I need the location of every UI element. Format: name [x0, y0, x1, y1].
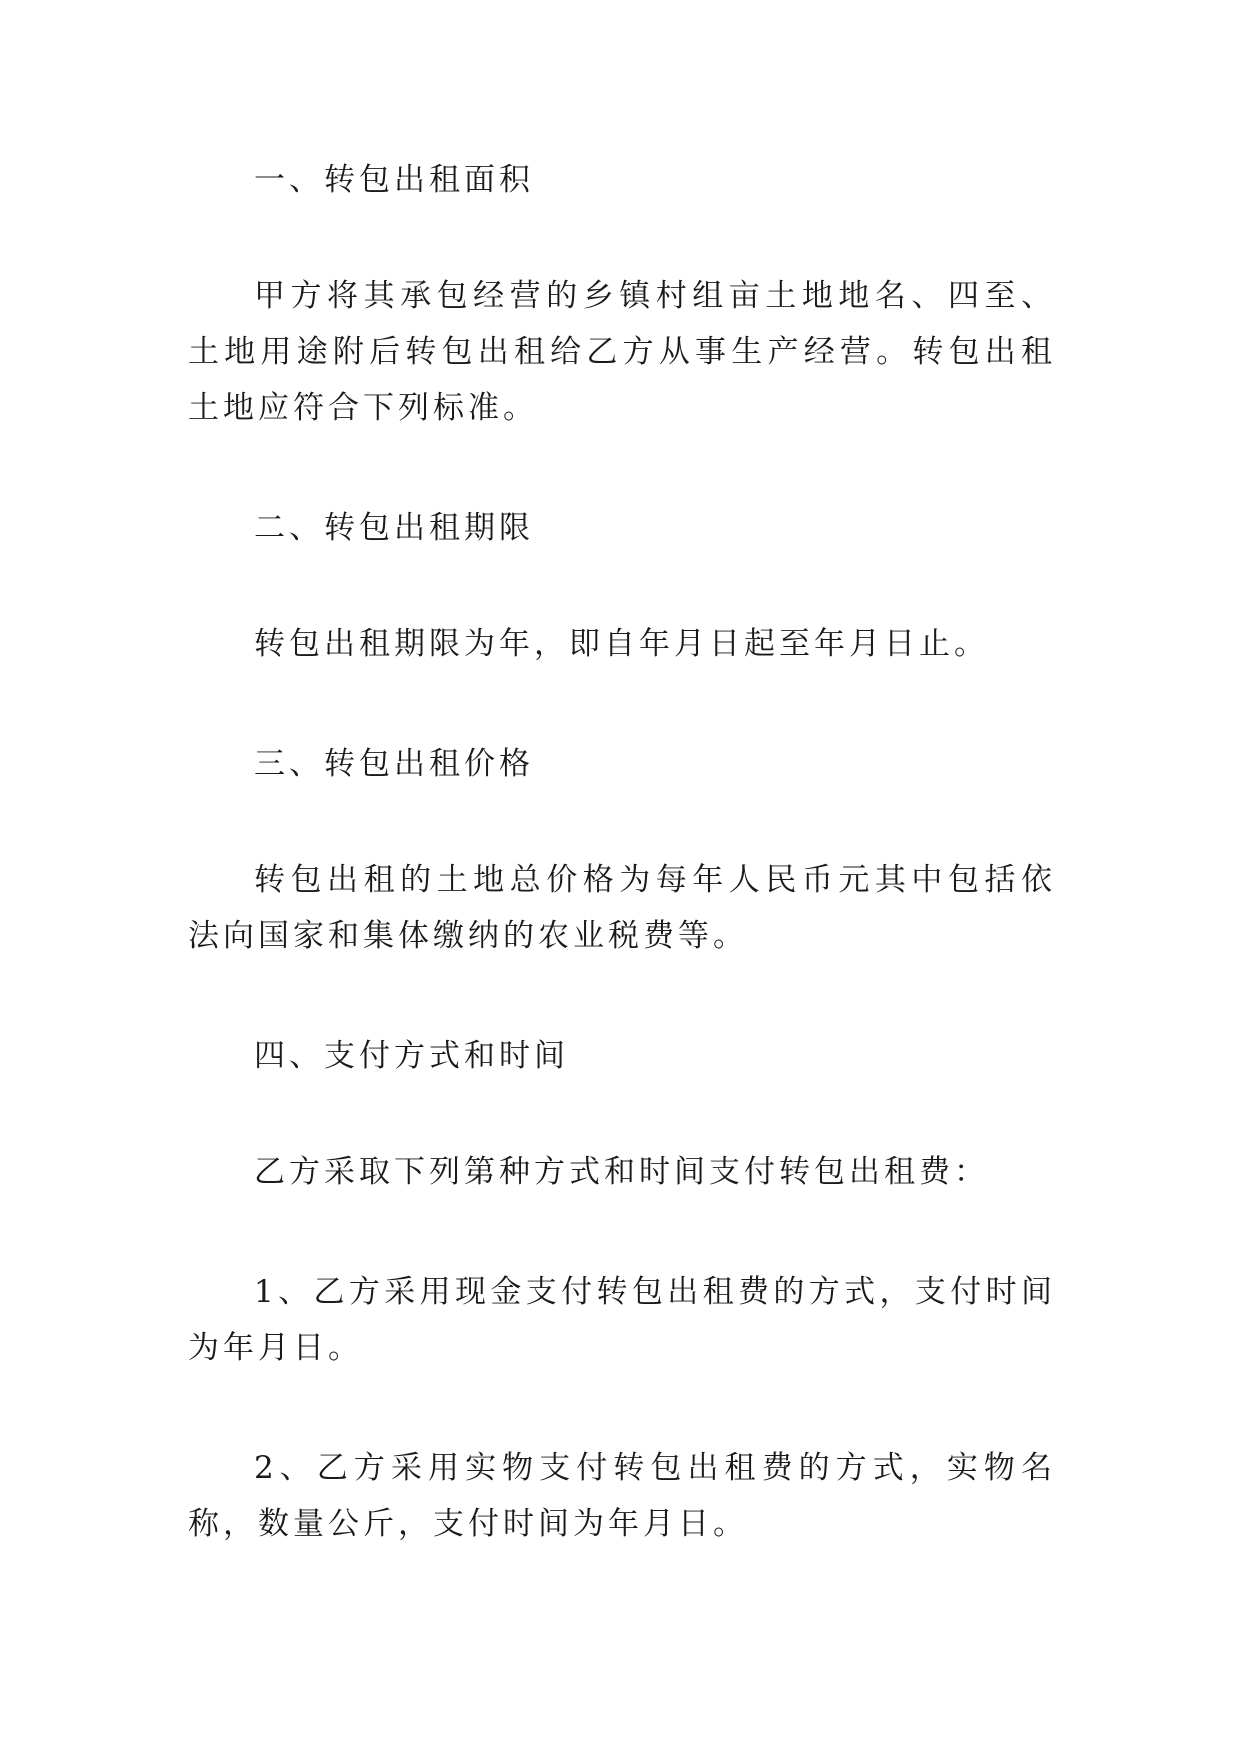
- section-3-body: 转包出租的土地总价格为每年人民币元其中包括依法向国家和集体缴纳的农业税费等。: [188, 862, 1056, 954]
- document-body: [188, 152, 1056, 1616]
- section-2-heading: 二、转包出租期限: [254, 510, 534, 546]
- section-4-item-2: 2、乙方采用实物支付转包出租费的方式，实物名称，数量公斤，支付时间为年月日。: [188, 1450, 1056, 1542]
- section-2-body: 转包出租期限为年，即自年月日起至年月日止。: [254, 626, 989, 662]
- section-4-item-1: 1、乙方采用现金支付转包出租费的方式，支付时间为年月日。: [188, 1274, 1056, 1366]
- section-1-heading: 一、转包出租面积: [254, 162, 534, 198]
- section-1-body: 甲方将其承包经营的乡镇村组亩土地地名、四至、土地用途附后转包出租给乙方从事生产经营。转包出租土地应符合下列标准。: [188, 278, 1056, 426]
- section-4-intro: 乙方采取下列第种方式和时间支付转包出租费：: [254, 1154, 989, 1190]
- section-3-heading: 三、转包出租价格: [254, 746, 534, 782]
- section-4-heading: 四、支付方式和时间: [254, 1038, 569, 1074]
